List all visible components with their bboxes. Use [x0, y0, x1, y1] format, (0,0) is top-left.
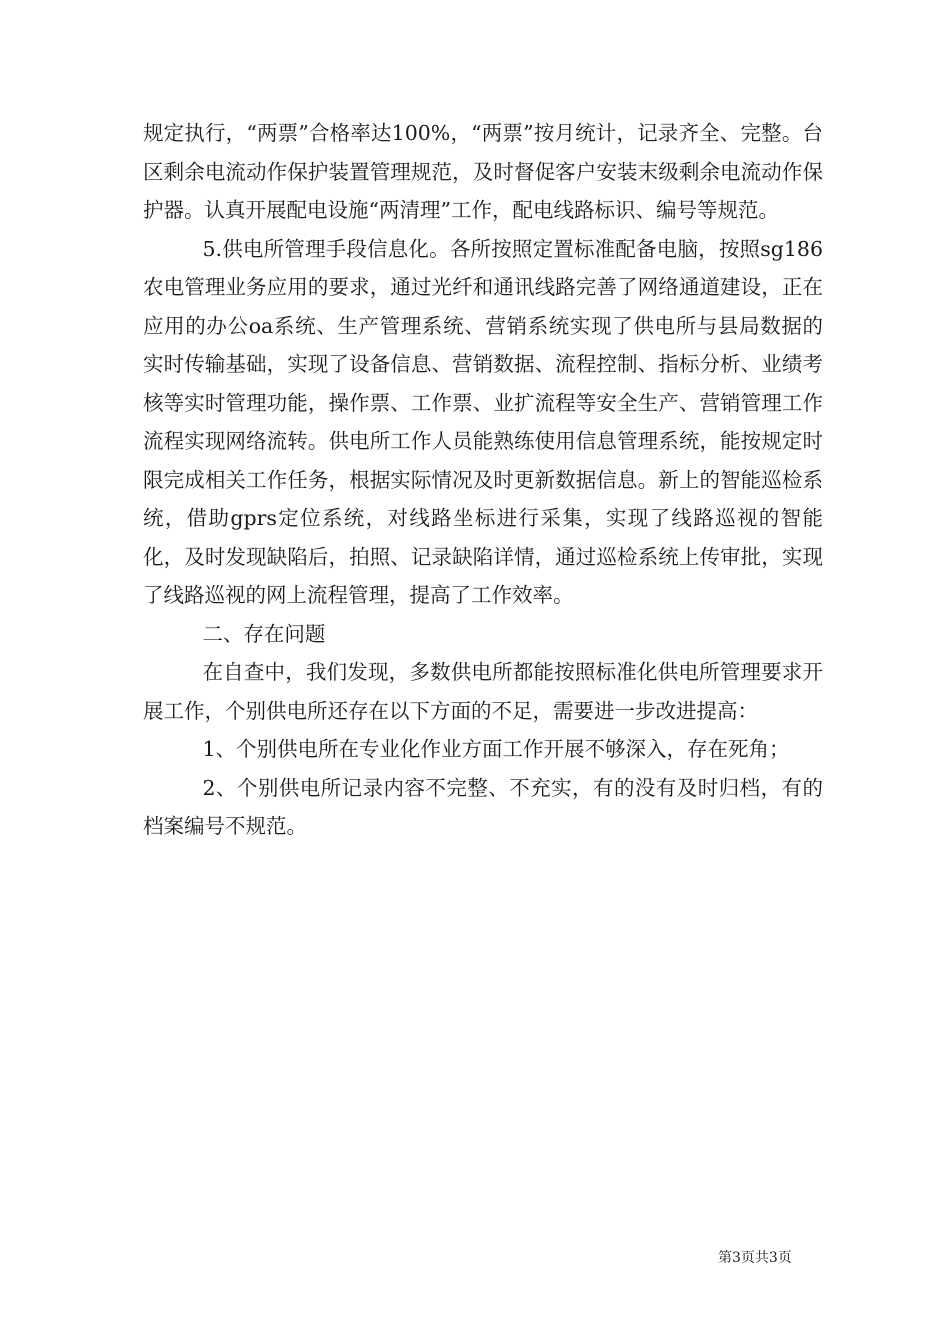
paragraph-item-5: 5.供电所管理手段信息化。各所按照定置标准配备电脑，按照sg186农电管理业务应用的要求，通过光纤和通讯线路完善了网络通道建设，正在应用的办公oa系统、生产管理系统、营销系统实现了供电所与县局数据的实时传输基础，实现了设备信息、营销数据、流程控制、指标分析、业绩考核等实时管理功能，操作票、工作票、业扩流程等安全生产、营销管理工作流程实现网络流转。供电所工作人员能熟练使用信息管理系统，能按规定时限完成相关工作任务，根据实际情况及时更新数据信息。新上的智能巡检系统，借助gprs定位系统，对线路坐标进行采集，实现了线路巡视的智能化，及时发现缺陷后，拍照、记录缺陷详情，通过巡检系统上传审批，实现了线路巡视的网上流程管理，提高了工作效率。 — [143, 236, 823, 607]
page-number-footer: 第3页共3页 — [718, 1250, 792, 1266]
paragraph-continuation: 规定执行，“两票”合格率达100%，“两票”按月统计，记录齐全、完整。台区剩余电流动作保护装置管理规范，及时督促客户安装末级剩余电流动作保护器。认真开展配电设施“两清理”工作，配电线路标识、编号等规范。 — [143, 121, 823, 222]
list-item-1: 1、个别供电所在专业化作业方面工作开展不够深入，存在死角； — [202, 737, 790, 761]
paragraph-self-check: 在自查中，我们发现，多数供电所都能按照标准化供电所管理要求开展工作，个别供电所还存在以下方面的不足，需要进一步改进提高： — [143, 660, 823, 723]
section-heading-problems: 二、存在问题 — [202, 621, 326, 646]
document-body — [143, 114, 823, 846]
list-item-2: 2、个别供电所记录内容不完整、不充实，有的没有及时归档，有的档案编号不规范。 — [143, 775, 823, 838]
